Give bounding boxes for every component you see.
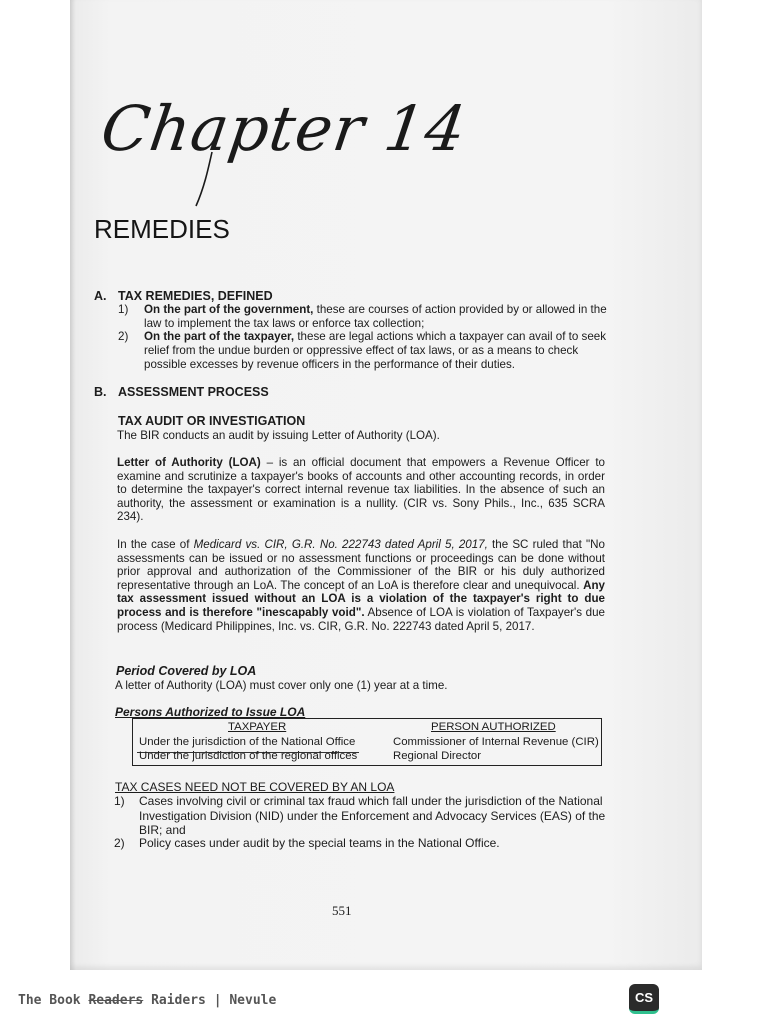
list-item-text xyxy=(144,330,608,372)
list-item-lead: On the part of the taxpayer, xyxy=(144,330,295,343)
list-item xyxy=(118,303,608,331)
medicard-intro: In the case of xyxy=(117,538,194,551)
list-item-text: Policy cases under audit by the special teams in the National Office. xyxy=(139,836,500,850)
period-heading: Period Covered by LOA xyxy=(116,664,257,678)
loa-term: Letter of Authority (LOA) xyxy=(117,456,261,469)
list-item xyxy=(118,330,608,372)
section-b-heading xyxy=(94,385,269,399)
footer-prefix: The Book xyxy=(18,993,89,1008)
table-header-person-authorized: PERSON AUTHORIZED xyxy=(431,721,556,733)
document-page xyxy=(70,0,702,970)
footer-credit xyxy=(18,993,276,1008)
table-header-taxpayer: TAXPAYER xyxy=(228,721,287,733)
table-cell: Regional Director xyxy=(393,750,481,762)
loa-paragraph xyxy=(117,456,605,524)
section-a-letter: A. xyxy=(94,289,107,303)
audit-heading: TAX AUDIT OR INVESTIGATION xyxy=(118,414,306,428)
list-item-body: these are legal actions which a taxpayer can avail of to seek relief from the undue burden or oppressive effect of tax laws, or as a means to check possible excesses by revenue officers in the performance of their duties. xyxy=(144,330,607,371)
table-cell: Commissioner of Internal Revenue (CIR) xyxy=(393,736,599,748)
list-item-text xyxy=(144,303,608,331)
loa-definition: – is an official document that empowers a Revenue Officer to examine and scrutinize a taxpayer's books of accounts and other accounting records, in order to determine the taxpayer's correct internal revenue tax liabilities. In the absence of such an authority, the assessment or examination is a nullity. (CIR vs. Sony Phils., Inc., 635 SCRA 234). xyxy=(117,456,605,524)
list-item-number: 2) xyxy=(114,836,125,850)
chapter-heading: Chapter 14 xyxy=(96,92,472,165)
chapter-flourish xyxy=(190,150,220,208)
list-item-body: these are courses of action provided by or allowed in the law to implement the tax laws or enforce tax collection; xyxy=(144,303,607,330)
footer-struck-word: Readers xyxy=(88,993,144,1008)
list-item-number: 2) xyxy=(118,330,129,343)
list-item-lead: On the part of the government, xyxy=(144,303,314,316)
medicard-case-citation: Medicard vs. CIR, G.R. No. 222743 dated April 5, 2017, xyxy=(193,538,488,551)
persons-heading: Persons Authorized to Issue LOA xyxy=(115,705,306,719)
page-number: 551 xyxy=(332,903,352,918)
list-item xyxy=(114,794,606,838)
list-item-number: 1) xyxy=(114,794,125,808)
chapter-title: REMEDIES xyxy=(94,214,230,244)
camscanner-logo-icon: CS xyxy=(629,984,659,1014)
persons-table xyxy=(132,718,602,766)
section-a-title: TAX REMEDIES, DEFINED xyxy=(118,289,273,303)
medicard-conclusion: Absence of LOA is violation of Taxpayer's due process (Medicard Philippines, Inc. vs. CIR, G.R. No. 222743 dated April 5, 2017. xyxy=(117,605,605,633)
tax-cases-heading: TAX CASES NEED NOT BE COVERED BY AN LOA xyxy=(115,780,395,794)
footer-suffix: Raiders | Nevule xyxy=(143,993,277,1008)
table-cell: Under the jurisdiction of the regional offices xyxy=(139,750,358,762)
list-item-number: 1) xyxy=(118,303,129,316)
list-item xyxy=(114,836,606,851)
list-item-text: Cases involving civil or criminal tax fraud which fall under the jurisdiction of the National Investigation Division (NID) under the Enforcement and Advocacy Services (EAS) of the BIR; and xyxy=(139,794,606,837)
medicard-ruling: the SC ruled that "No assessments can be issued or no assessment functions or proceedings can be done without prior approval and authorization of the Commissioner of the BIR or his duly authorized representative through an LoA. The concept of an LoA is therefore clear and unequivocal. xyxy=(117,538,605,592)
medicard-emphasis: Any tax assessment issued without an LOA is a violation of the taxpayer's right to due process and is therefore "inescapably void". xyxy=(117,578,605,619)
section-a-heading xyxy=(94,289,273,303)
medicard-paragraph xyxy=(117,538,605,633)
table-cell: Under the jurisdiction of the National Office xyxy=(139,736,356,748)
section-b-title: ASSESSMENT PROCESS xyxy=(118,385,269,399)
period-text: A letter of Authority (LOA) must cover only one (1) year at a time. xyxy=(115,679,448,692)
section-b-letter: B. xyxy=(94,385,107,399)
audit-text: The BIR conducts an audit by issuing Letter of Authority (LOA). xyxy=(117,429,440,442)
